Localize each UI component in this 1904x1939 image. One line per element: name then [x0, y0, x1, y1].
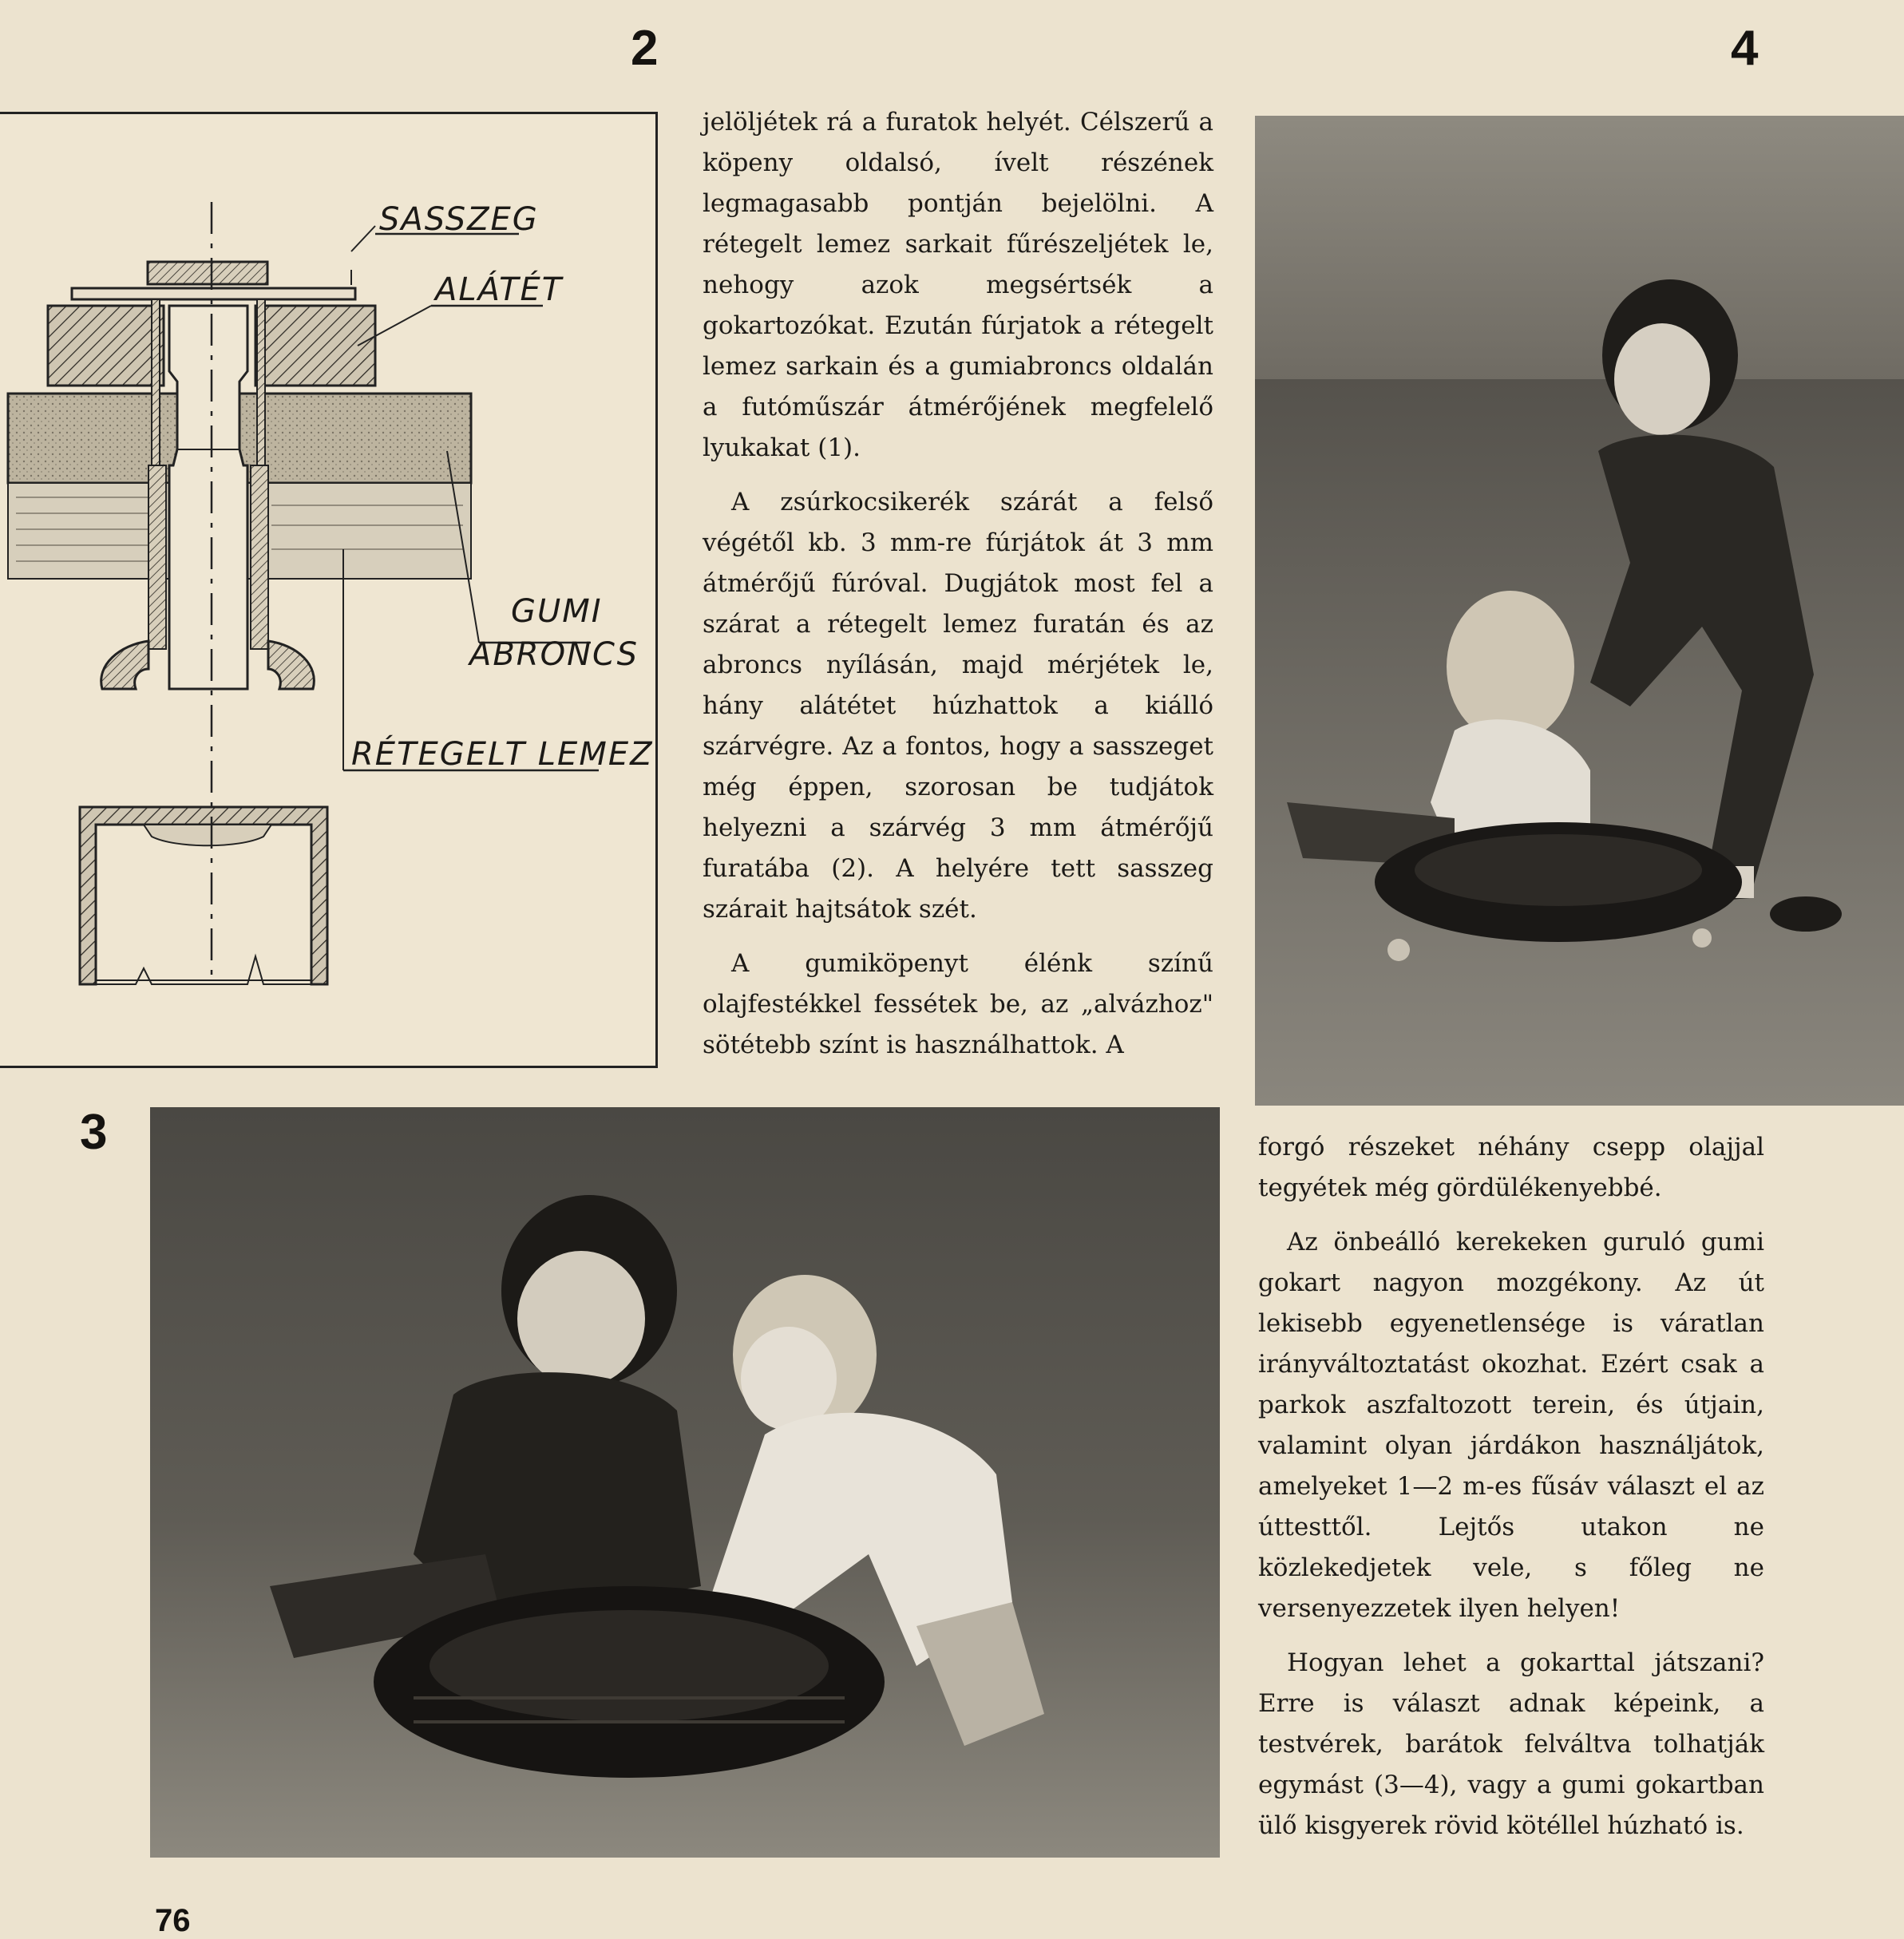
col2-paragraph-1: forgó részeket néhány csepp olajjal tegyétek még gördülékenyebbé.: [1258, 1133, 1764, 1202]
page-number: 76: [155, 1903, 191, 1938]
col2-paragraph-3: Hogyan lehet a gokarttal játszani? Erre is választ adnak képeink, a testvérek, barátok felváltva tolhatják egymást (3—4), vagy a gumi gokartban ülő kisgyerek rövid kötéllel húzható is.: [1258, 1648, 1764, 1840]
col2-paragraph-2: Az önbeálló kerekeken guruló gumi gokart nagyon mozgékony. Az út lekisebb egyenetlensége is váratlan irányváltoztatást okozhat. Ezért csak a parkok aszfaltozott terein, és útjain, valamint olyan járdákon használjátok, amelyeket 1—2 m-es fűsáv választ el az úttesttől. Lejtős utakon ne közlekedjetek vele, s főleg ne versenyezzetek ilyen helyen!: [1258, 1228, 1764, 1623]
col1-paragraph-2: A zsúrkocsikerék szárát a felső végétől kb. 3 mm-re fúrjátok át 3 mm átmérőjű fúróval. Dugjátok most fel a szárat a rétegelt lemez furatán és az abroncs nyílásán, majd mérjétek le, hány alátétet húzhattok a kiálló szárvégre. Az a fontos, hogy a sasszeget még éppen, szorosan be tudjátok helyezni a szárvég 3 mm átmérőjű furatába (2). A helyére tett sasszeg szárait hajtsátok szét.: [703, 488, 1213, 924]
label-sasszeg: SASSZEG: [379, 201, 539, 238]
diagram-drawing: [0, 114, 658, 1070]
technical-diagram: [0, 112, 658, 1068]
figure-number-2: 2: [631, 21, 659, 76]
label-retegelt-lemez: RÉTEGELT LEMEZ: [351, 736, 654, 773]
figure-number-4: 4: [1731, 21, 1759, 76]
col1-paragraph-1: jelöljétek rá a furatok helyét. Célszerű a köpeny oldalsó, ívelt részének legmagasabb pontján bejelölni. A rétegelt lemez sarkait fűrészeljétek le, nehogy azok megsértsék a gokartozókat. Ezután fúrjatok a rétegelt lemez sarkain és a gumiabroncs oldalán a futóműszár átmérőjének megfelelő lyukakat (1).: [703, 108, 1213, 462]
label-abroncs: ABRONCS: [469, 636, 639, 673]
photo-figure-3: [150, 1107, 1220, 1858]
text-column-2: [1258, 1127, 1764, 1846]
label-alatet: ALÁTÉT: [435, 271, 564, 308]
text-column-1: [703, 102, 1213, 1066]
figure-number-3: 3: [80, 1105, 108, 1160]
photo-figure-4: [1255, 116, 1904, 1106]
label-gumi: GUMI: [511, 593, 603, 630]
col1-paragraph-3: A gumiköpenyt élénk színű olajfestékkel fessétek be, az „alvázhoz" sötétebb színt is használhattok. A: [703, 949, 1213, 1059]
